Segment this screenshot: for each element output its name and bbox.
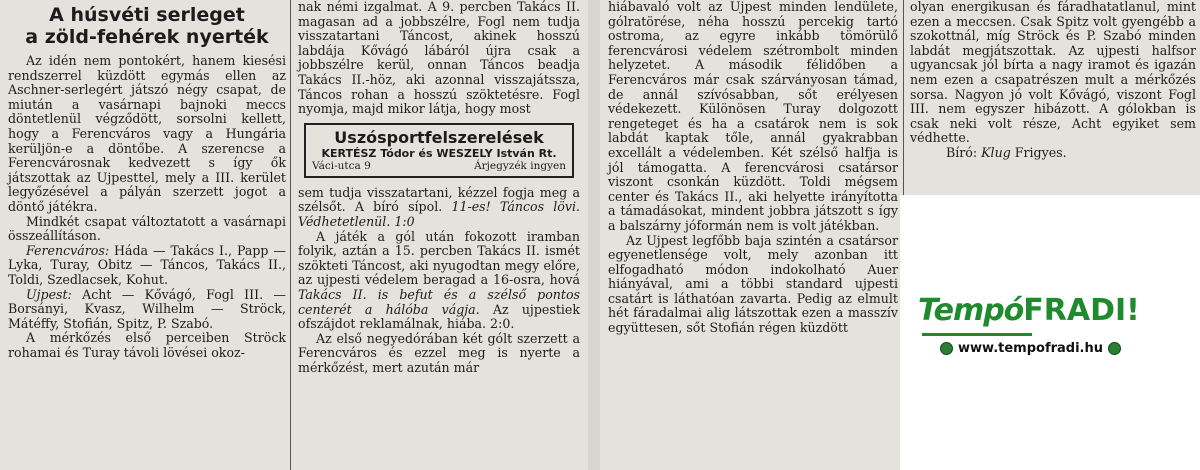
referee-name: Klug (977, 144, 1011, 160)
ad-company: KERTÉSZ Tódor és WESZELY István Rt. (321, 146, 557, 160)
paragraph (298, 186, 580, 230)
text-run-italic: Takács II. is befut és a szélső pontos centerét a hálóba vágja. (298, 286, 580, 317)
logo-tempo-text: Tempó (918, 293, 1024, 328)
advertisement-box (304, 123, 574, 178)
referee-line (910, 146, 1196, 161)
logo-url: www.tempofradi.hu (958, 341, 1103, 356)
ad-details (312, 160, 566, 173)
text-run: Az ujpestiek ofszájdot reklamálnak, hiába. 2:0. (298, 301, 580, 332)
tempofradi-logo (918, 293, 1188, 337)
paragraph: hiábavaló volt az Ujpest minden lendülete, gólratörése, néha hosszú percekig tartó ostroma, az egyre inkább tömörülő ferencvárosi védelem szétrombolt minden helyzetet. A második félidőben a Ferencváros már csak szárványosan támad, de annál szívósabban, sőt erélyesen védekezett. Különösen Turay dolgozott rengeteget és ha a csatárok nem is sok labdát kaptak tőle, annál gyakrabban excellált a védelemben. Két szélső halfja is jól támogatta. A ferencvárosi csatársor viszont csonkán küzdött. Toldi mégsem center és Takács II., aki helyette irányította a támadásokat, mindent jobbra játszott s így a balszárny jóformán nem is volt játékban. (608, 0, 898, 233)
text-run-italic: 11-es! Táncos lövi. Védhetetlenül. 1:0 (298, 199, 580, 229)
logo-underline (922, 333, 1032, 336)
lineup-ferencvaros (8, 244, 286, 288)
team-players: Háda — Takács I., Papp — Lyka, Turay, Obitz — Táncos, Takács II., Toldi, Szedlacsek, Kohut. (8, 242, 286, 287)
newspaper-clipping-left (0, 0, 588, 470)
article-column-4 (910, 0, 1196, 161)
football-icon (1108, 342, 1121, 355)
ad-catalog: Árjegyzék ingyen (474, 159, 566, 172)
ad-title: Uszósportfelszerelések (334, 127, 544, 147)
paragraph (298, 230, 580, 332)
text-run: A játék a gól után fokozott iramban folyik, aztán a 15. percben Takács II. ismét szökteti Táncost, aki nyugodtan megy előre, az ujpesti védelem beragad a 16-osra, hová (298, 228, 580, 288)
referee-label: Bíró: (946, 144, 978, 160)
paragraph: A mérkőzés első perceiben Ströck rohamai és Turay távoli lövései okoz- (8, 330, 286, 360)
paragraph: olyan energikusan és fáradhatatlanul, mint ezen a meccsen. Csak Spitz volt gyengébb a szokottnál, míg Ströck és P. Szabó minden labdát megjátszottak. Az ujpesti halfsor ugyancsak jól bírta a nagy iramot és igazán nem ezen a csapatrészen mult a mérkőzés sorsa. Nagyon jó volt Kővágó, viszont Fogl III. nem egyszer hibázott. A gólokban is csak neki volt része, Acht egyiket sem védhette. (910, 0, 1196, 146)
text-run: sem tudja visszatartani, kézzel fogja meg a szélsőt. A bíró sípol. (298, 184, 580, 215)
article-headline (8, 4, 286, 48)
paragraph: nak némi izgalmat. A 9. percben Takács II. magasan ad a jobbszélre, Fogl nem tudja visszatartani Táncost, akinek hosszú labdája Kővágó lábáról újra csak a jobbszélre kerül, onnan Táncos beadja Takács II.-höz, aki azonnal visszajátssza, Táncos rohan a hosszú szöktetésre. Fogl nyomja, majd mikor látja, hogy most (298, 0, 580, 117)
article-column-1 (8, 0, 286, 360)
article-column-2 (298, 0, 580, 375)
article-column-3 (608, 0, 898, 336)
logo-url-line (940, 341, 1170, 356)
paragraph: Mindkét csapat változtatott a vasárnapi összeállításon. (8, 213, 286, 244)
referee-first-name: Frigyes. (1010, 144, 1067, 160)
paragraph: Az Ujpest legfőbb baja szintén a csatársor egyenetlensége volt, mely azonban itt elfogadható módon indokolható Auer hiányával, ami a többi standard ujpesti csatárt is láthatóan zavarta. Pedig az elmult hét fáradalmai alig látszottak ezen a masszív együttesen, sőt Stofián régen küzdött (608, 232, 898, 336)
paragraph: Az idén nem pontokért, hanem kiesési rendszerrel küzdött egymás ellen az Aschner-serlegért játszó négy csapat, de miután a vasárnapi bajnoki meccs döntetlenül végződött, sorsolni kellett, hogy a Ferencváros vagy a Hungária kerüljön-e a döntőbe. A szerencse a Ferencvárosnak kedvezett s így ők játszottak az Ujpesttel, mely a III. kerület legyőzésével a pályán szerzett jogot a döntő játékra. (8, 53, 286, 214)
lineup-ujpest (8, 288, 286, 332)
tempofradi-logo-box (900, 195, 1200, 470)
column-divider (290, 0, 291, 470)
team-name: Ujpest: (26, 286, 72, 302)
headline-line-2: a zöld-fehérek nyerték (25, 26, 269, 48)
headline-line-1: A húsvéti serleget (49, 4, 245, 26)
logo-fradi-text: FRADI! (1023, 293, 1140, 328)
football-icon (940, 342, 953, 355)
ad-address: Váci-utca 9 (312, 159, 371, 172)
paragraph: Az első negyedórában két gólt szerzett a Ferencváros és ezzel meg is nyerte a mérkőzést, mert azután már (298, 330, 580, 375)
team-players: Acht — Kővágó, Fogl III. — Borsányi, Kvasz, Wilhelm — Ströck, Mátéffy, Stofián, Spitz, P. Szabó. (8, 286, 286, 331)
team-name: Ferencváros: (26, 242, 110, 258)
